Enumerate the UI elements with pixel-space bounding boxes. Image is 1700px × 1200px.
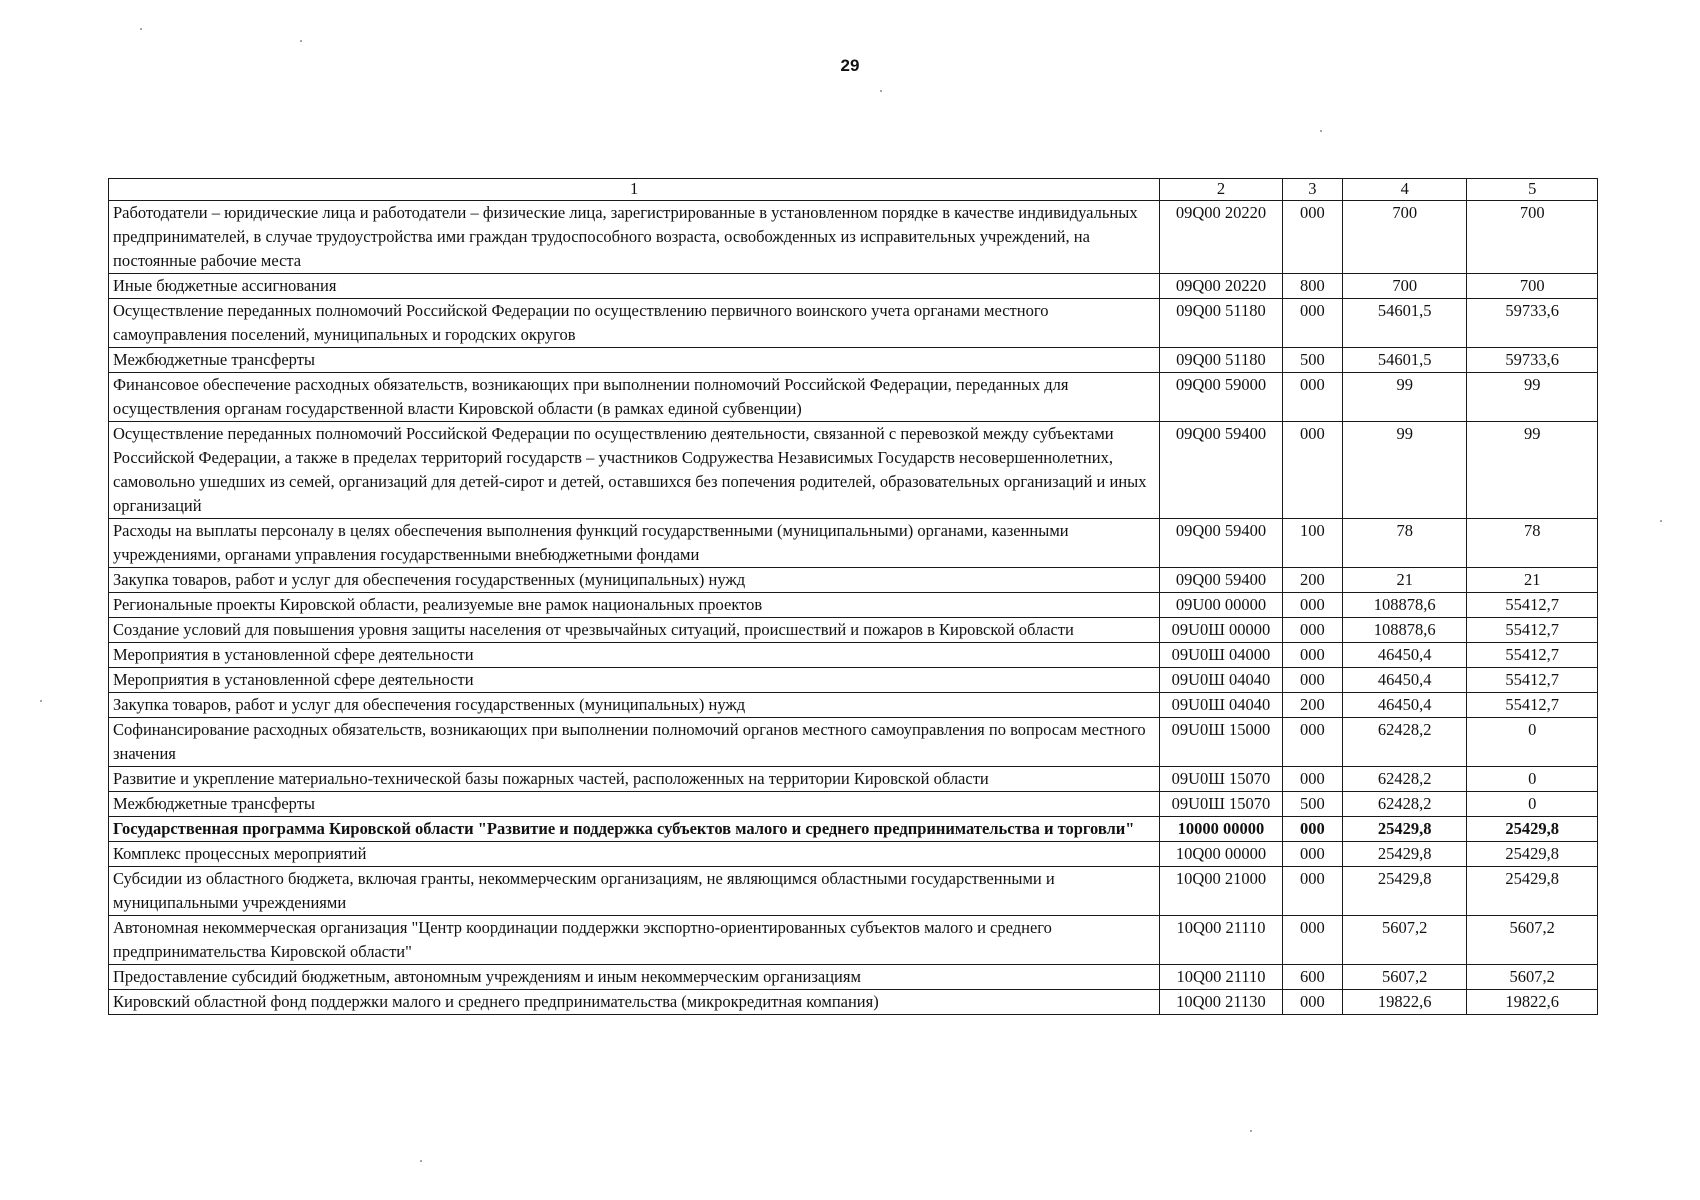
scan-speck <box>880 90 882 92</box>
scan-speck <box>1660 520 1662 522</box>
row-name-cell: Закупка товаров, работ и услуг для обеспечения государственных (муниципальных) нужд <box>109 693 1160 718</box>
amount-year2-cell: 5607,2 <box>1467 916 1598 965</box>
table-row <box>109 299 1598 348</box>
row-name-cell: Расходы на выплаты персоналу в целях обеспечения выполнения функций государственными (муниципальными) органами, казенными учреждениями, органами управления государственными внебюджетными фондами <box>109 519 1160 568</box>
expense-type-cell: 600 <box>1282 965 1342 990</box>
amount-year2-cell: 25429,8 <box>1467 842 1598 867</box>
row-name-cell: Создание условий для повышения уровня защиты населения от чрезвычайных ситуаций, происшествий и пожаров в Кировской области <box>109 618 1160 643</box>
target-code-cell: 10000 00000 <box>1160 817 1282 842</box>
budget-table <box>108 178 1598 1015</box>
expense-type-cell: 000 <box>1282 422 1342 519</box>
amount-year2-cell: 700 <box>1467 201 1598 274</box>
table-row <box>109 422 1598 519</box>
target-code-cell: 09Q00 51180 <box>1160 348 1282 373</box>
expense-type-cell: 000 <box>1282 842 1342 867</box>
expense-type-cell: 100 <box>1282 519 1342 568</box>
amount-year1-cell: 108878,6 <box>1342 618 1467 643</box>
target-code-cell: 10Q00 21110 <box>1160 916 1282 965</box>
expense-type-cell: 000 <box>1282 373 1342 422</box>
target-code-cell: 10Q00 21110 <box>1160 965 1282 990</box>
column-header: 5 <box>1467 179 1598 201</box>
table-row <box>109 348 1598 373</box>
target-code-cell: 09U0Ш 04040 <box>1160 668 1282 693</box>
amount-year2-cell: 25429,8 <box>1467 817 1598 842</box>
table-header-row <box>109 179 1598 201</box>
expense-type-cell: 000 <box>1282 718 1342 767</box>
expense-type-cell: 200 <box>1282 693 1342 718</box>
target-code-cell: 10Q00 00000 <box>1160 842 1282 867</box>
target-code-cell: 09Q00 59400 <box>1160 568 1282 593</box>
target-code-cell: 09Q00 59000 <box>1160 373 1282 422</box>
row-name-cell: Межбюджетные трансферты <box>109 792 1160 817</box>
table-row <box>109 767 1598 792</box>
table-row <box>109 519 1598 568</box>
target-code-cell: 09U0Ш 04040 <box>1160 693 1282 718</box>
scan-speck <box>1320 130 1322 132</box>
target-code-cell: 09U0Ш 04000 <box>1160 643 1282 668</box>
expense-type-cell: 000 <box>1282 990 1342 1015</box>
expense-type-cell: 000 <box>1282 618 1342 643</box>
target-code-cell: 10Q00 21000 <box>1160 867 1282 916</box>
amount-year1-cell: 25429,8 <box>1342 867 1467 916</box>
amount-year1-cell: 62428,2 <box>1342 792 1467 817</box>
row-name-cell: Межбюджетные трансферты <box>109 348 1160 373</box>
scan-speck <box>420 1160 422 1162</box>
row-name-cell: Комплекс процессных мероприятий <box>109 842 1160 867</box>
column-header: 4 <box>1342 179 1467 201</box>
amount-year1-cell: 54601,5 <box>1342 299 1467 348</box>
table-row <box>109 593 1598 618</box>
amount-year2-cell: 55412,7 <box>1467 668 1598 693</box>
expense-type-cell: 800 <box>1282 274 1342 299</box>
target-code-cell: 09U0Ш 00000 <box>1160 618 1282 643</box>
table-row <box>109 618 1598 643</box>
amount-year1-cell: 99 <box>1342 373 1467 422</box>
amount-year2-cell: 5607,2 <box>1467 965 1598 990</box>
table-row <box>109 990 1598 1015</box>
amount-year1-cell: 700 <box>1342 274 1467 299</box>
row-name-cell: Государственная программа Кировской области "Развитие и поддержка субъектов малого и среднего предпринимательства и торговли" <box>109 817 1160 842</box>
row-name-cell: Финансовое обеспечение расходных обязательств, возникающих при выполнении полномочий Российской Федерации, переданных для осуществления органам государственной власти Кировской области (в рамках единой субвенции) <box>109 373 1160 422</box>
expense-type-cell: 000 <box>1282 867 1342 916</box>
row-name-cell: Автономная некоммерческая организация "Центр координации поддержки экспортно-ориентированных субъектов малого и среднего предпринимательства Кировской области" <box>109 916 1160 965</box>
target-code-cell: 09Q00 51180 <box>1160 299 1282 348</box>
page-number: 29 <box>840 56 860 75</box>
table-row <box>109 792 1598 817</box>
expense-type-cell: 500 <box>1282 348 1342 373</box>
table-row <box>109 668 1598 693</box>
table-row <box>109 201 1598 274</box>
table-row <box>109 274 1598 299</box>
target-code-cell: 09U0Ш 15070 <box>1160 767 1282 792</box>
amount-year1-cell: 25429,8 <box>1342 817 1467 842</box>
row-name-cell: Иные бюджетные ассигнования <box>109 274 1160 299</box>
row-name-cell: Закупка товаров, работ и услуг для обеспечения государственных (муниципальных) нужд <box>109 568 1160 593</box>
amount-year1-cell: 62428,2 <box>1342 767 1467 792</box>
expense-type-cell: 200 <box>1282 568 1342 593</box>
row-name-cell: Мероприятия в установленной сфере деятельности <box>109 668 1160 693</box>
amount-year2-cell: 55412,7 <box>1467 693 1598 718</box>
row-name-cell: Софинансирование расходных обязательств, возникающих при выполнении полномочий органов местного самоуправления по вопросам местного значения <box>109 718 1160 767</box>
target-code-cell: 10Q00 21130 <box>1160 990 1282 1015</box>
amount-year1-cell: 62428,2 <box>1342 718 1467 767</box>
table-row <box>109 867 1598 916</box>
amount-year2-cell: 55412,7 <box>1467 593 1598 618</box>
table-row <box>109 916 1598 965</box>
row-name-cell: Мероприятия в установленной сфере деятельности <box>109 643 1160 668</box>
amount-year1-cell: 99 <box>1342 422 1467 519</box>
amount-year2-cell: 0 <box>1467 718 1598 767</box>
amount-year1-cell: 25429,8 <box>1342 842 1467 867</box>
table-row <box>109 718 1598 767</box>
amount-year1-cell: 5607,2 <box>1342 916 1467 965</box>
amount-year2-cell: 21 <box>1467 568 1598 593</box>
table-row <box>109 373 1598 422</box>
expense-type-cell: 500 <box>1282 792 1342 817</box>
table-row <box>109 965 1598 990</box>
amount-year2-cell: 0 <box>1467 767 1598 792</box>
table-row <box>109 693 1598 718</box>
expense-type-cell: 000 <box>1282 593 1342 618</box>
target-code-cell: 09Q00 20220 <box>1160 274 1282 299</box>
amount-year1-cell: 5607,2 <box>1342 965 1467 990</box>
target-code-cell: 09U0Ш 15000 <box>1160 718 1282 767</box>
scan-speck <box>40 700 42 702</box>
row-name-cell: Осуществление переданных полномочий Российской Федерации по осуществлению первичного воинского учета органами местного самоуправления поселений, муниципальных и городских округов <box>109 299 1160 348</box>
amount-year2-cell: 25429,8 <box>1467 867 1598 916</box>
row-name-cell: Предоставление субсидий бюджетным, автономным учреждениям и иным некоммерческим организациям <box>109 965 1160 990</box>
amount-year1-cell: 46450,4 <box>1342 643 1467 668</box>
target-code-cell: 09Q00 59400 <box>1160 519 1282 568</box>
expense-type-cell: 000 <box>1282 767 1342 792</box>
row-name-cell: Работодатели – юридические лица и работодатели – физические лица, зарегистрированные в установленном порядке в качестве индивидуальных предпринимателей, в случае трудоустройства ими граждан трудоспособного возраста, освобожденных из исправительных учреждений, на постоянные рабочие места <box>109 201 1160 274</box>
expense-type-cell: 000 <box>1282 643 1342 668</box>
target-code-cell: 09Q00 59400 <box>1160 422 1282 519</box>
scan-speck <box>300 40 302 42</box>
expense-type-cell: 000 <box>1282 299 1342 348</box>
amount-year2-cell: 59733,6 <box>1467 299 1598 348</box>
amount-year2-cell: 19822,6 <box>1467 990 1598 1015</box>
expense-type-cell: 000 <box>1282 201 1342 274</box>
scan-speck <box>140 28 142 30</box>
amount-year1-cell: 78 <box>1342 519 1467 568</box>
amount-year2-cell: 78 <box>1467 519 1598 568</box>
target-code-cell: 09U00 00000 <box>1160 593 1282 618</box>
table-row <box>109 842 1598 867</box>
expense-type-cell: 000 <box>1282 916 1342 965</box>
target-code-cell: 09Q00 20220 <box>1160 201 1282 274</box>
amount-year2-cell: 59733,6 <box>1467 348 1598 373</box>
table-body <box>109 201 1598 1015</box>
amount-year2-cell: 0 <box>1467 792 1598 817</box>
amount-year1-cell: 19822,6 <box>1342 990 1467 1015</box>
table-row <box>109 817 1598 842</box>
table-row <box>109 568 1598 593</box>
amount-year1-cell: 700 <box>1342 201 1467 274</box>
row-name-cell: Региональные проекты Кировской области, реализуемые вне рамок национальных проектов <box>109 593 1160 618</box>
expense-type-cell: 000 <box>1282 668 1342 693</box>
scan-speck <box>1250 1130 1252 1132</box>
row-name-cell: Субсидии из областного бюджета, включая гранты, некоммерческим организациям, не являющимся областными государственными и муниципальными учреждениями <box>109 867 1160 916</box>
amount-year1-cell: 108878,6 <box>1342 593 1467 618</box>
amount-year2-cell: 99 <box>1467 373 1598 422</box>
column-header: 1 <box>109 179 1160 201</box>
amount-year2-cell: 700 <box>1467 274 1598 299</box>
amount-year1-cell: 21 <box>1342 568 1467 593</box>
amount-year1-cell: 54601,5 <box>1342 348 1467 373</box>
amount-year1-cell: 46450,4 <box>1342 693 1467 718</box>
column-header: 2 <box>1160 179 1282 201</box>
row-name-cell: Кировский областной фонд поддержки малого и среднего предпринимательства (микрокредитная компания) <box>109 990 1160 1015</box>
amount-year1-cell: 46450,4 <box>1342 668 1467 693</box>
amount-year2-cell: 55412,7 <box>1467 618 1598 643</box>
amount-year2-cell: 99 <box>1467 422 1598 519</box>
table-row <box>109 643 1598 668</box>
expense-type-cell: 000 <box>1282 817 1342 842</box>
target-code-cell: 09U0Ш 15070 <box>1160 792 1282 817</box>
row-name-cell: Развитие и укрепление материально-технической базы пожарных частей, расположенных на территории Кировской области <box>109 767 1160 792</box>
row-name-cell: Осуществление переданных полномочий Российской Федерации по осуществлению деятельности, связанной с перевозкой между субъектами Российской Федерации, а также в пределах территорий государств – участников Содружества Независимых Государств несовершеннолетних, самовольно ушедших из семей, организаций для детей-сирот и детей, оставшихся без попечения родителей, образовательных организаций и иных организаций <box>109 422 1160 519</box>
amount-year2-cell: 55412,7 <box>1467 643 1598 668</box>
column-header: 3 <box>1282 179 1342 201</box>
